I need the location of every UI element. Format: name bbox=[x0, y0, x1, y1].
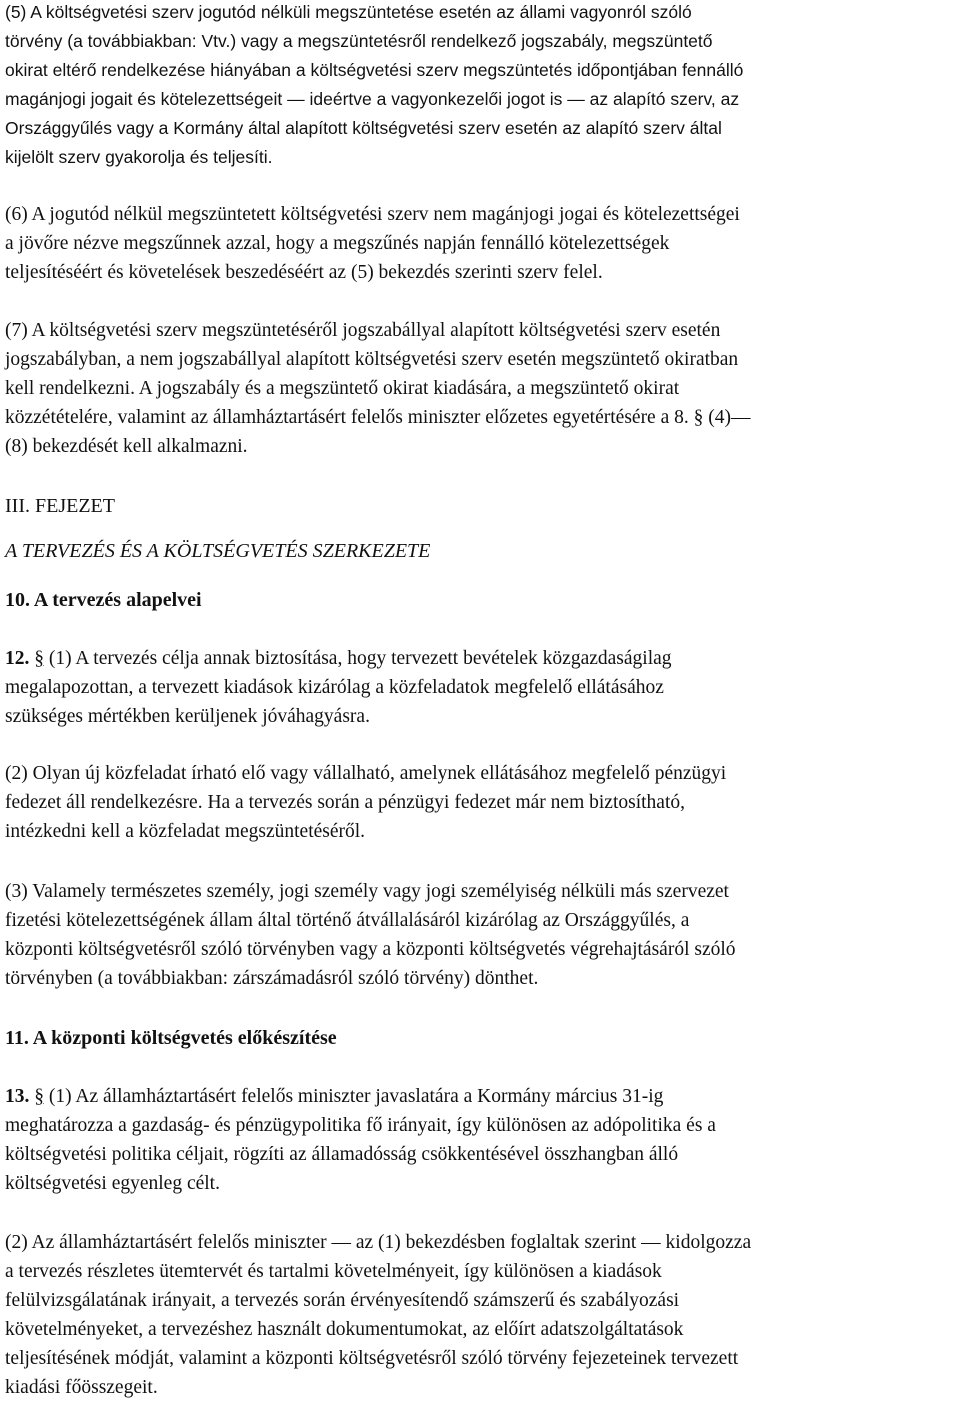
paragraph-12-3 bbox=[5, 877, 955, 993]
paragraph-line: intézkedni kell a közfeladat megszüntetéséről. bbox=[5, 821, 366, 842]
paragraph-12-2 bbox=[5, 759, 955, 846]
paragraph-line: fedezet áll rendelkezésre. Ha a tervezés során a pénzügyi fedezet már nem biztosítható, bbox=[5, 792, 685, 813]
paragraph-line: felülvizsgálatának irányait, a tervezés során érvényesítendő számszerű és szabályozási bbox=[5, 1290, 680, 1311]
paragraph-line: szükséges mértékben kerüljenek jóváhagyásra. bbox=[5, 706, 370, 727]
paragraph-line: teljesítéséért és követelések beszedéséért az (5) bekezdés szerinti szerv felel. bbox=[5, 262, 603, 283]
paragraph-line: meghatározza a gazdaság- és pénzügypolitika fő irányait, így különösen az adópolitika és a bbox=[5, 1115, 716, 1136]
paragraph-line bbox=[5, 644, 955, 673]
paragraph-7 bbox=[5, 316, 955, 461]
paragraph-13-1 bbox=[5, 1082, 955, 1198]
chapter-title: A TERVEZÉS ÉS A KÖLTSÉGVETÉS SZERKEZETE bbox=[5, 540, 431, 562]
section-title-10: 10. A tervezés alapelvei bbox=[5, 589, 202, 611]
paragraph-line: magánjogi jogait és kötelezettségeit ― ideértve a vagyonkezelői jogot is ― az alapító szerv, az bbox=[5, 89, 740, 109]
paragraph-text: (1) Az államháztartásért felelős miniszter javaslatára a Kormány március 31-ig bbox=[44, 1086, 664, 1107]
paragraph-line: közzétételére, valamint az államháztartásért felelős miniszter előzetes egyetértésére a 8. § (4)― bbox=[5, 407, 751, 428]
paragraph-line: (7) A költségvetési szerv megszüntetéséről jogszabállyal alapított költségvetési szerv esetén bbox=[5, 320, 721, 341]
chapter-number: III. FEJEZET bbox=[5, 495, 115, 517]
section-number: 13. bbox=[5, 1086, 30, 1107]
section-symbol-link[interactable]: § bbox=[34, 648, 44, 669]
paragraph-line: kiadási főösszegeit. bbox=[5, 1377, 158, 1398]
paragraph-line: (5) A költségvetési szerv jogutód nélküli megszüntetése esetén az állami vagyonról szóló bbox=[5, 2, 692, 22]
paragraph-line: Országgyűlés vagy a Kormány által alapított költségvetési szerv esetén az alapító szerv által bbox=[5, 118, 722, 138]
paragraph-line: követelményeket, a tervezéshez használt dokumentumokat, az előírt adatszolgáltatások bbox=[5, 1319, 684, 1340]
section-number: 12. bbox=[5, 648, 30, 669]
paragraph-line: jogszabályban, a nem jogszabállyal alapított költségvetési szerv esetén megszüntető okiratban bbox=[5, 349, 739, 370]
paragraph-line: törvény (a továbbiakban: Vtv.) vagy a megszüntetésről rendelkező jogszabály, megszüntető bbox=[5, 31, 713, 51]
paragraph-line: fizetési kötelezettségének állam által történő átvállalásáról kizárólag az Országgyűlés, a bbox=[5, 910, 690, 931]
paragraph-line: központi költségvetésről szóló törvényben vagy a központi költségvetés végrehajtásáról szóló bbox=[5, 939, 736, 960]
paragraph-line: költségvetési egyenleg célt. bbox=[5, 1173, 220, 1194]
section-symbol-link[interactable]: § bbox=[34, 1086, 44, 1107]
paragraph-line: költségvetési politika céljait, rögzíti az államadósság csökkentésével összhangban álló bbox=[5, 1144, 679, 1165]
paragraph-line: okirat eltérő rendelkezése hiányában a költségvetési szerv megszüntetés időpontjában fennálló bbox=[5, 60, 744, 80]
paragraph-13-2 bbox=[5, 1228, 955, 1402]
paragraph-line: a jövőre nézve megszűnnek azzal, hogy a megszűnés napján fennálló kötelezettségek bbox=[5, 233, 670, 254]
paragraph-line: a tervezés részletes ütemtervét és tartalmi követelményeit, így különösen a kiadások bbox=[5, 1261, 662, 1282]
paragraph-line: kijelölt szerv gyakorolja és teljesíti. bbox=[5, 147, 273, 167]
paragraph-line: teljesítésének módját, valamint a központi költségvetésről szóló törvény fejezeteinek tervezett bbox=[5, 1348, 739, 1369]
paragraph-line: (2) Olyan új közfeladat írható elő vagy vállalható, amelynek ellátásához megfelelő pénzügyi bbox=[5, 763, 727, 784]
paragraph-line bbox=[5, 1082, 955, 1111]
paragraph-text: (1) A tervezés célja annak biztosítása, hogy tervezett bevételek közgazdaságilag bbox=[44, 648, 672, 669]
paragraph-line: (6) A jogutód nélkül megszüntetett költségvetési szerv nem magánjogi jogai és kötelezettségei bbox=[5, 204, 740, 225]
paragraph-line: (3) Valamely természetes személy, jogi személy vagy jogi személyiség nélküli más szervezet bbox=[5, 881, 729, 902]
paragraph-line: (8) bekezdését kell alkalmazni. bbox=[5, 436, 248, 457]
paragraph-line: kell rendelkezni. A jogszabály és a megszüntető okirat kiadására, a megszüntető okirat bbox=[5, 378, 680, 399]
paragraph-line: (2) Az államháztartásért felelős miniszter ― az (1) bekezdésben foglaltak szerint ― kidolgozza bbox=[5, 1232, 752, 1253]
paragraph-12-1 bbox=[5, 644, 955, 731]
paragraph-5 bbox=[5, 0, 955, 172]
paragraph-line: törvényben (a továbbiakban: zárszámadásról szóló törvény) dönthet. bbox=[5, 968, 539, 989]
paragraph-line: megalapozottan, a tervezett kiadások kizárólag a közfeladatok megfelelő ellátásához bbox=[5, 677, 664, 698]
paragraph-6 bbox=[5, 200, 955, 287]
section-title-11: 11. A központi költségvetés előkészítése bbox=[5, 1027, 337, 1049]
